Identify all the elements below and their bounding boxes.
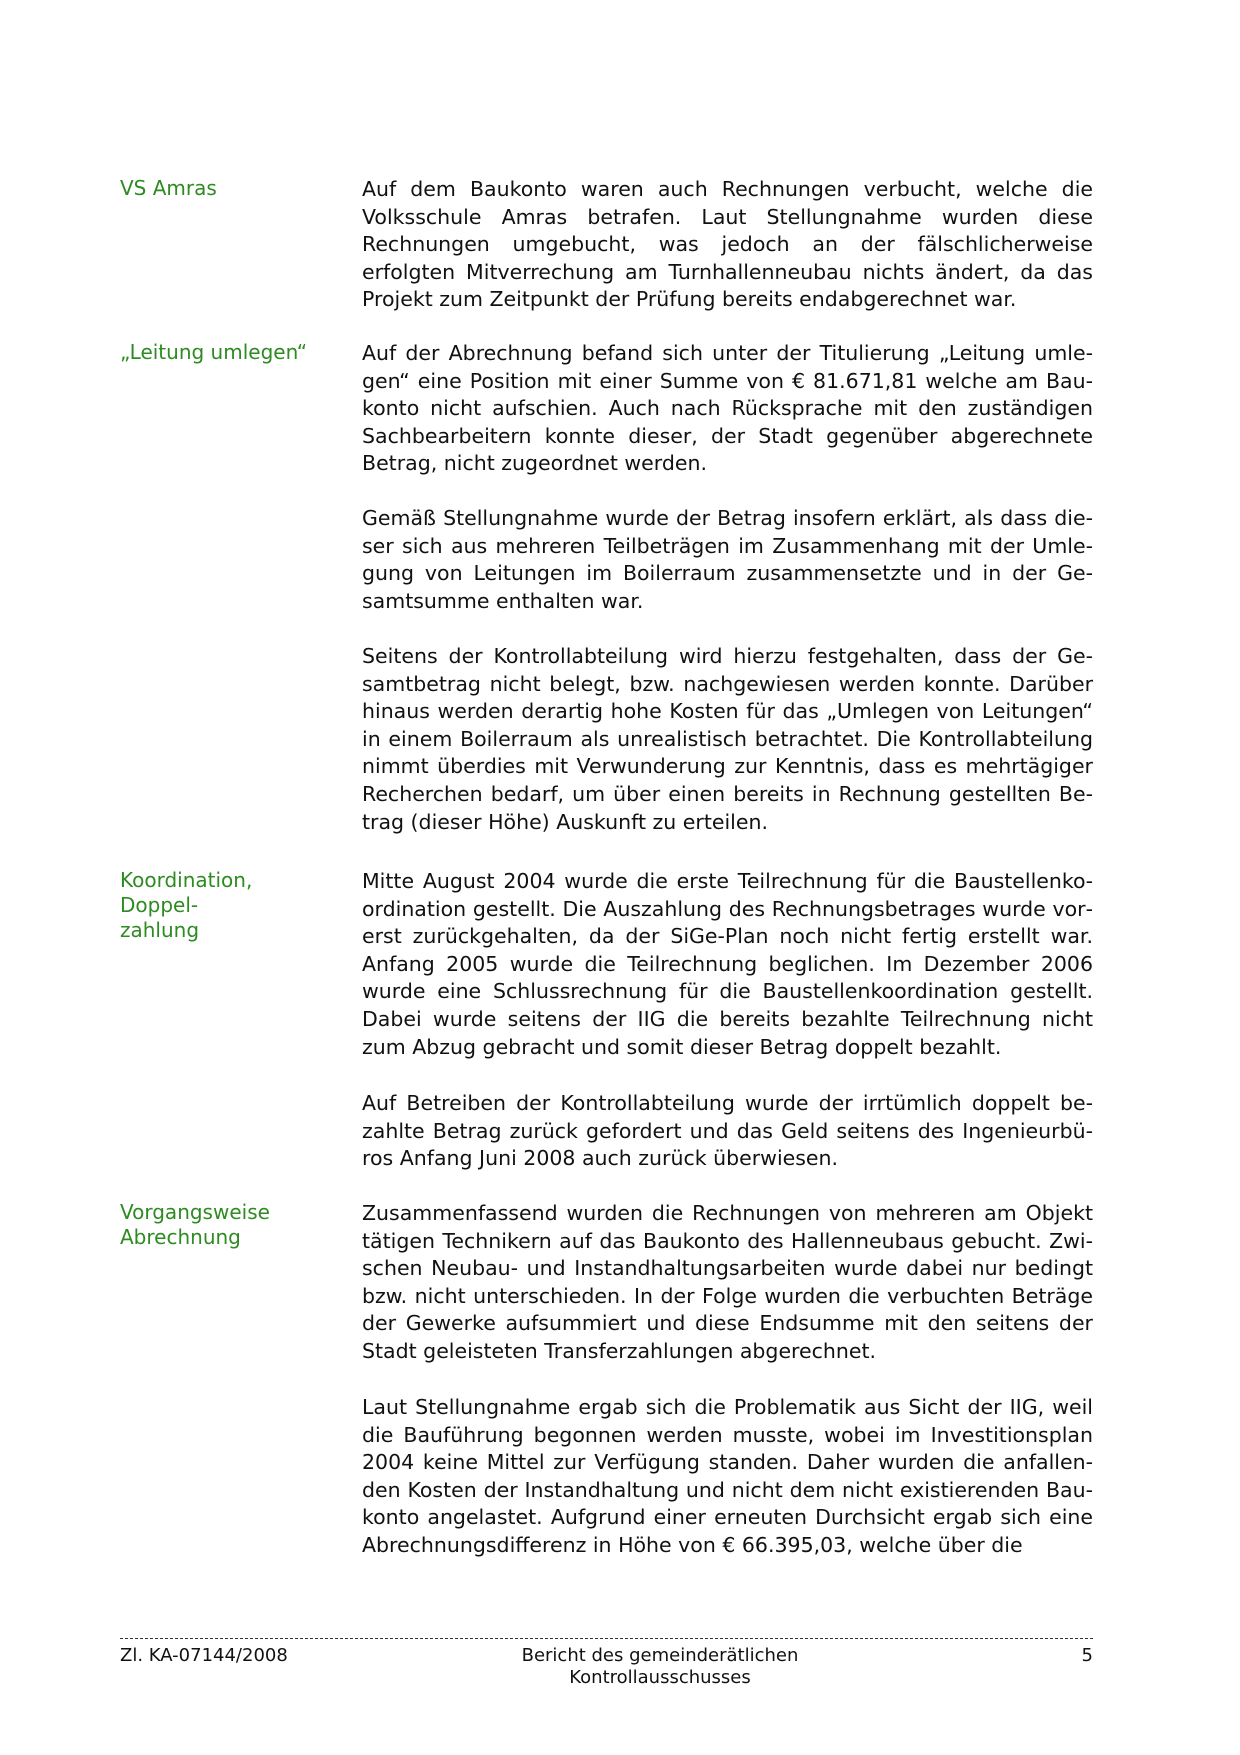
paragraph-leitung-3: Seitens der Kontrollabteilung wird hierzu festgehalten, dass der Gesamtbetrag nicht belegt, bzw. nachgewiesen werden konnte. Darüber hinaus werden derartig hohe Kosten für das „Umlegen von Leitungen“ in einem Boilerraum als unrealistisch betrachtet. Die Kontrollabteilung nimmt überdies mit Verwunderung zur Kenntnis, dass es mehrtägiger Recherchen bedarf, um über einen bereits in Rechnung gestellten Betrag (dieser Höhe) Auskunft zu erteilen. bbox=[362, 644, 1093, 834]
side-label-vs-amras: VS Amras bbox=[120, 176, 217, 200]
paragraph-koordination-1: Mitte August 2004 wurde die erste Teilrechnung für die Baustellenkoordination gestellt. Die Auszahlung des Rechnungsbetrages wurde vorerst zurückgehalten, da der SiGe-Plan noch nicht fertig erstellt war. Anfang 2005 wurde die Teilrechnung beglichen. Im Dezember 2006 wurde eine Schlussrechnung für die Baustellenkoordination gestellt. Dabei wurde seitens der IIG die bereits bezahlte Teilrechnung nicht zum Abzug gebracht und somit dieser Betrag doppelt bezahlt. bbox=[362, 869, 1093, 1059]
side-label-koordination-text: Koordination, Doppel- zahlung bbox=[120, 868, 253, 942]
paragraph-leitung-1: Auf der Abrechnung befand sich unter der Titulierung „Leitung umlegen“ eine Position mit einer Summe von € 81.671,81 welche am Baukonto nicht aufschien. Auch nach Rücksprache mit den zuständigen Sachbearbeitern konnte dieser, der Stadt gegenüber abgerechnete Betrag, nicht zugeordnet werden. bbox=[362, 341, 1093, 476]
side-label-koordination bbox=[120, 868, 320, 943]
footer-title: Bericht des gemeinderätlichen Kontrollausschusses bbox=[521, 1645, 799, 1688]
paragraph-vorgangsweise-2: Laut Stellungnahme ergab sich die Problematik aus Sicht der IIG, weil die Bauführung begonnen werden musste, wobei im Investitionsplan 2004 keine Mittel zur Verfügung standen. Daher wurden die anfallenden Kosten der Instandhaltung und nicht dem nicht existierenden Baukonto angelastet. Aufgrund einer erneuten Durchsicht ergab sich eine Abrechnungsdifferenz in Höhe von € 66.395,03, welche über die bbox=[362, 1395, 1093, 1557]
paragraph-vs-amras: Auf dem Baukonto waren auch Rechnungen verbucht, welche die Volksschule Amras betrafen. Laut Stellungnahme wurden diese Rechnungen umgebucht, was jedoch an der fälschlicherweise erfolgten Mitverrechung am Turnhallenneubau nichts ändert, da das Projekt zum Zeitpunkt der Prüfung bereits endabgerechnet war. bbox=[362, 177, 1093, 312]
footer-page-number: 5 bbox=[1081, 1645, 1093, 1666]
side-label-vorgangsweise: Vorgangsweise Abrechnung bbox=[120, 1200, 270, 1249]
paragraph-leitung-2: Gemäß Stellungnahme wurde der Betrag insofern erklärt, als dass dieser sich aus mehreren Teilbeträgen im Zusammenhang mit der Umlegung von Leitungen im Boilerraum zusammensetzte und in der Gesamtsumme enthalten war. bbox=[362, 506, 1093, 613]
footer-reference: Zl. KA-07144/2008 bbox=[120, 1645, 288, 1666]
paragraph-vorgangsweise-1: Zusammenfassend wurden die Rechnungen von mehreren am Objekt tätigen Technikern auf das Baukonto des Hallenneubaus gebucht. Zwischen Neubau- und Instandhaltungsarbeiten wurde dabei nur bedingt bzw. nicht unterschieden. In der Folge wurden die verbuchten Beträge der Gewerke aufsummiert und diese Endsumme mit den seitens der Stadt geleisteten Transferzahlungen abgerechnet. bbox=[362, 1201, 1093, 1363]
paragraph-koordination-2: Auf Betreiben der Kontrollabteilung wurde der irrtümlich doppelt bezahlte Betrag zurück gefordert und das Geld seitens des Ingenieurbüros Anfang Juni 2008 auch zurück überwiesen. bbox=[362, 1091, 1093, 1171]
footer-divider bbox=[120, 1638, 1093, 1639]
side-label-leitung-umlegen: „Leitung umlegen“ bbox=[120, 340, 308, 364]
